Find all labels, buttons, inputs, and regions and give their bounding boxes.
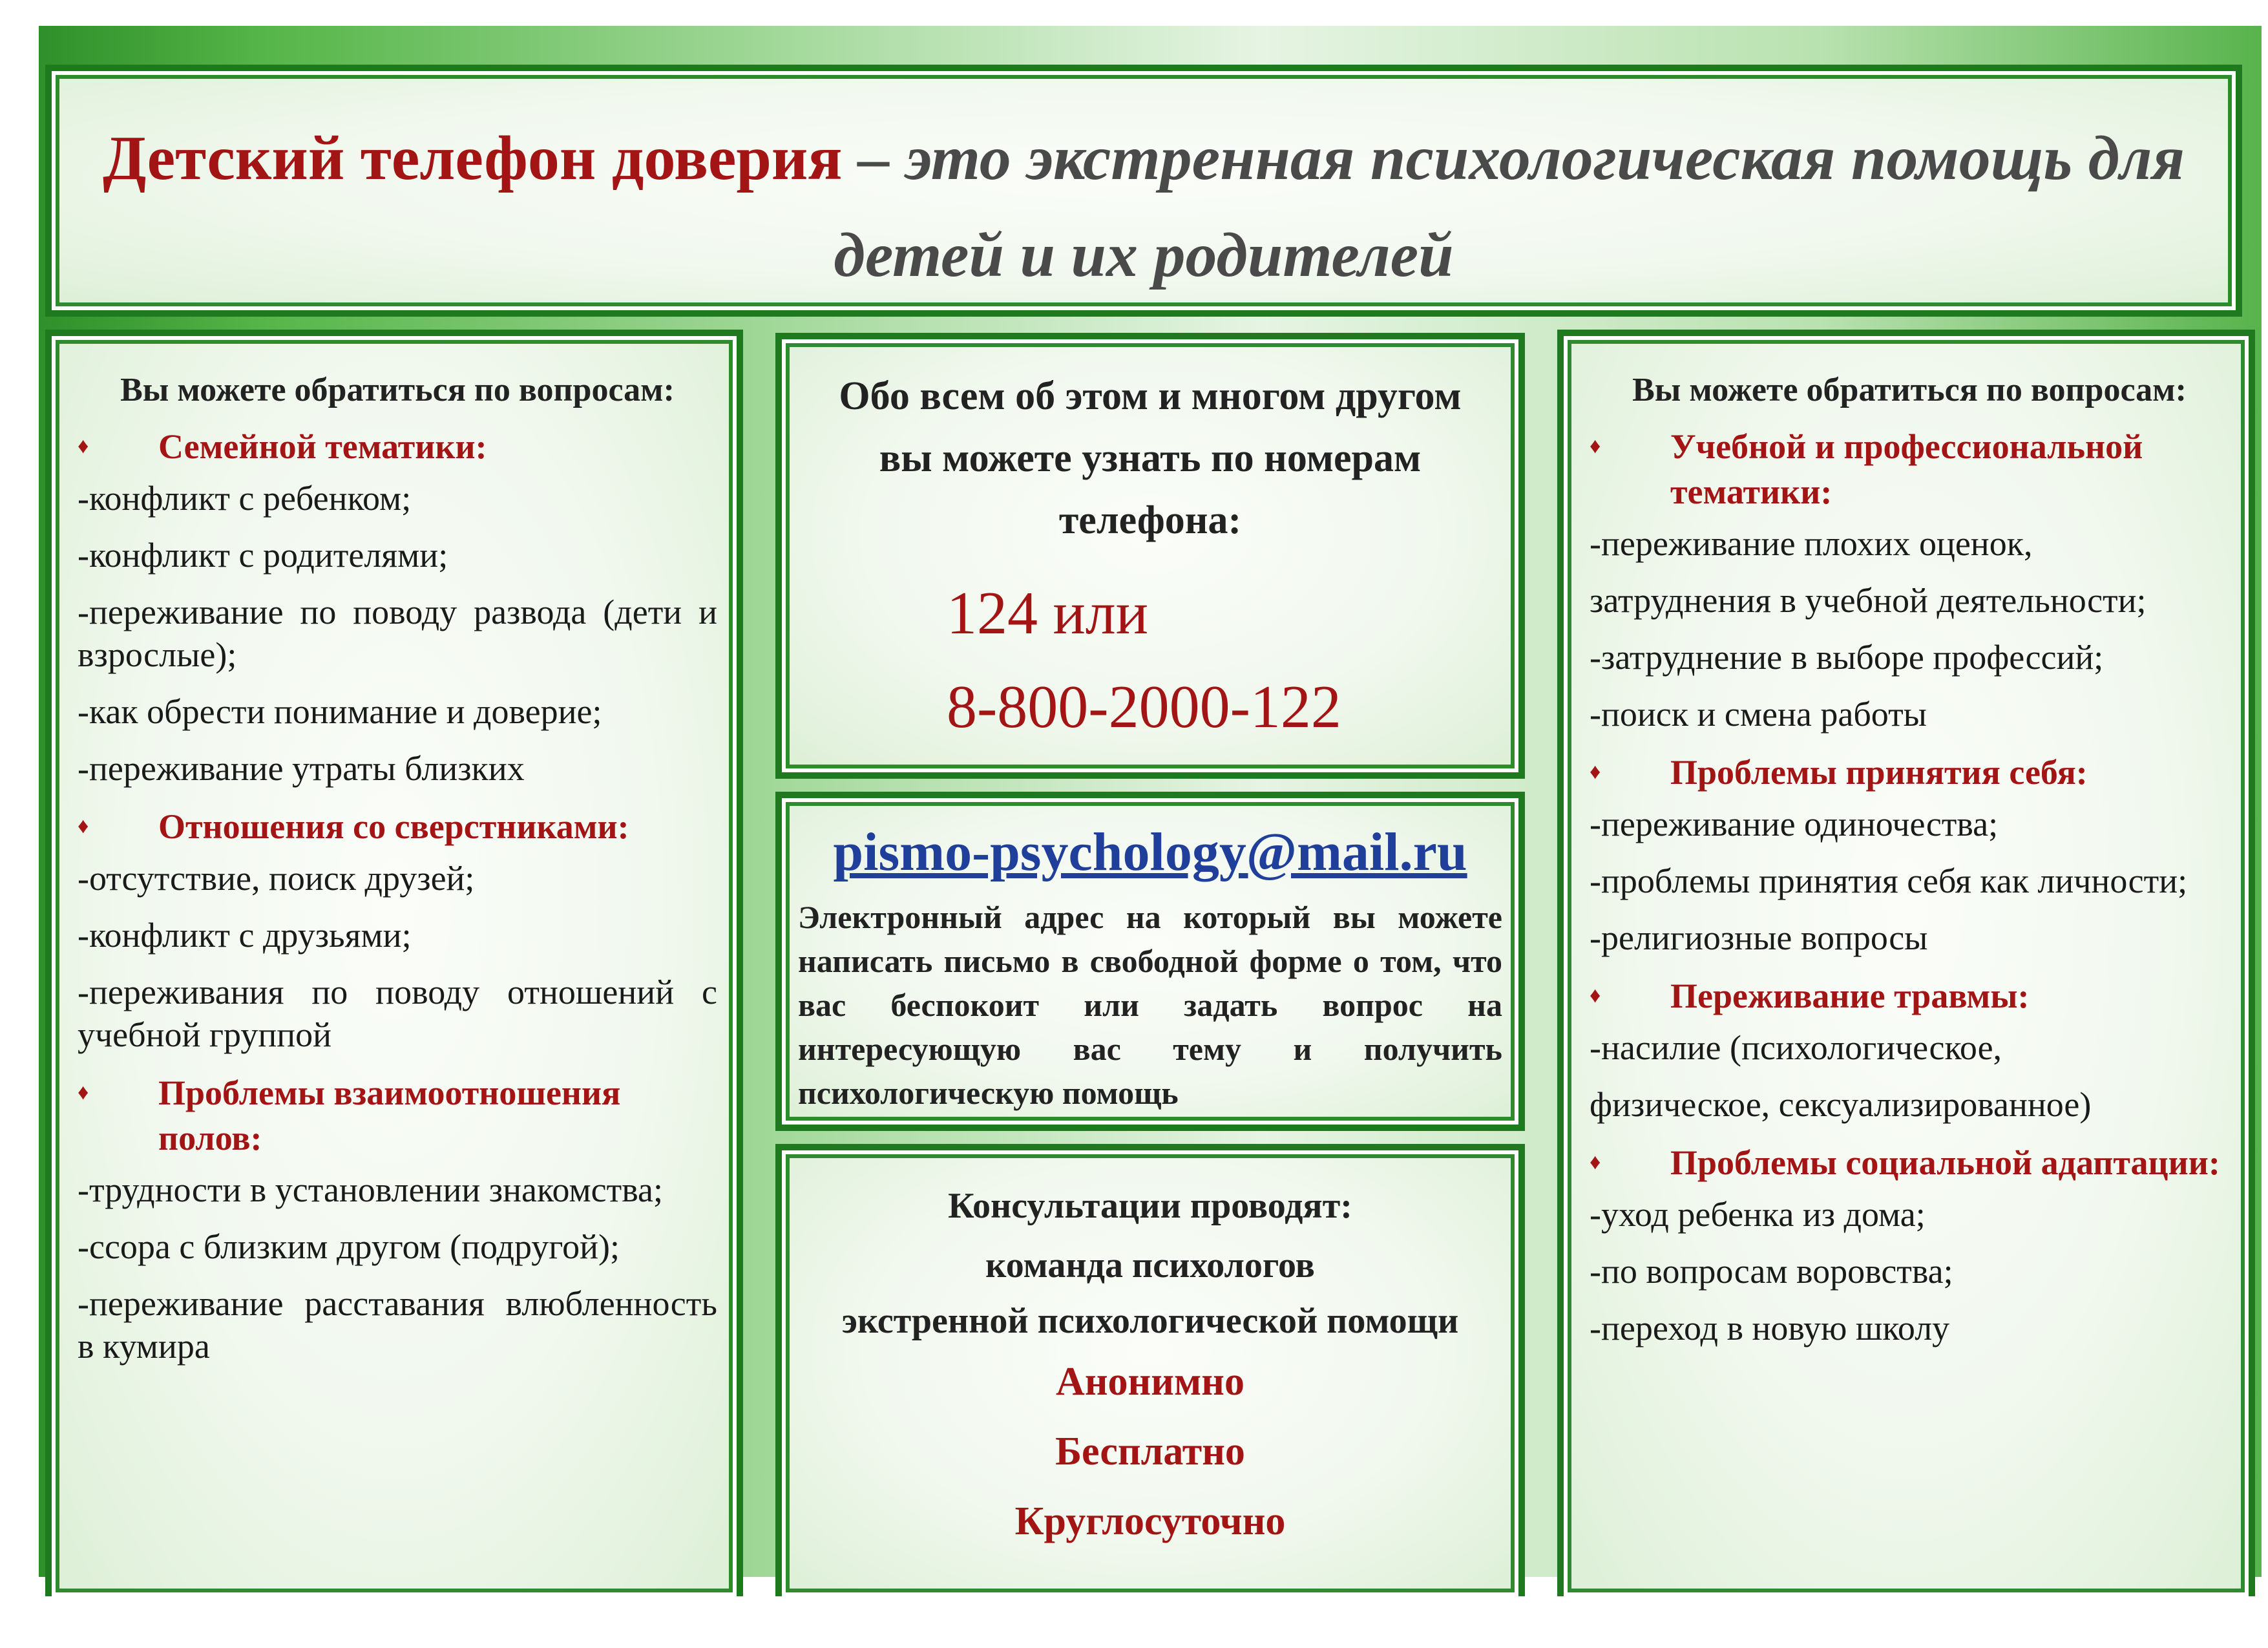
list-item: -уход ребенка из дома; [1590,1195,1926,1234]
list-item: -религиозные вопросы [1590,918,1928,957]
consult-line-3: экстренной психологической помощи [841,1301,1459,1341]
diamond-bullet-icon: ♦ [1590,434,1601,458]
list-item: -переживание плохих оценок, [1590,524,2033,563]
list-item: -переживания по поводу отношений с учебной группой [78,973,717,1054]
list-item: -насилие (психологическое, [1590,1028,2002,1067]
list-item: -по вопросам воровства; [1590,1252,1953,1291]
right-heading-education: ♦ Учебной и профессиональной тематики: [1590,424,2229,514]
list-item: -переживание утраты близких [78,749,525,788]
left-intro: Вы можете обратиться по вопросам: [120,372,675,408]
free-label: Бесплатно [1055,1430,1245,1474]
right-heading-self-acceptance: ♦ Проблемы принятия себя: [1590,750,2229,795]
consult-text [808,1176,1493,1556]
left-heading-peers: ♦ Отношения со сверстниками: [78,804,717,849]
list-item: -конфликт с друзьями; [78,916,412,955]
round-the-clock-label: Круглосуточно [1014,1499,1286,1543]
phone-hotline-number[interactable]: 8-800-2000-122 [947,673,1341,741]
anonymous-label: Анонимно [1056,1360,1244,1404]
list-item: -отсутствие, поиск друзей; [78,859,475,898]
email-link[interactable]: pismo-psychology@mail.ru [833,822,1467,882]
page-title [78,110,2210,304]
list-item: -переход в новую школу [1590,1309,1950,1347]
diamond-bullet-icon: ♦ [78,1081,89,1104]
list-item: физическое, сексуализированное) [1590,1085,2092,1124]
right-column [1557,330,2255,1596]
left-column [45,330,743,1596]
title-dash: – [842,123,906,193]
phone-short-number[interactable]: 124 или [947,580,1149,647]
diamond-bullet-icon: ♦ [78,814,89,838]
list-item: -проблемы принятия себя как личности; [1590,861,2188,900]
diamond-bullet-icon: ♦ [1590,984,1601,1008]
list-item: -конфликт с ребенком; [78,479,412,518]
list-item: -трудности в установлении знакомства; [78,1170,663,1209]
title-panel [45,65,2242,317]
title-subtitle: это экстренная психологическая помощь для детей и их родителей [834,123,2185,290]
list-item: -переживание по поводу развода (дети и взрослые); [78,593,717,674]
email-panel [775,792,1525,1131]
right-intro: Вы можете обратиться по вопросам: [1632,372,2187,408]
left-heading-relationships: ♦ Проблемы взаимоотношения полов: [78,1070,717,1161]
list-item: -затруднение в выборе профессий; [1590,638,2104,677]
consult-line-2: команда психологов [985,1245,1315,1285]
title-main: Детский телефон доверия [102,123,843,193]
list-item: затруднения в учебной деятельности; [1590,581,2147,620]
consult-line-1: Консультации проводят: [948,1186,1352,1226]
list-item: -переживание одиночества; [1590,805,1999,843]
right-heading-trauma: ♦ Переживание травмы: [1590,973,2229,1019]
poster [39,26,2262,1577]
list-item: -конфликт с родителями; [78,536,448,575]
list-item: -переживание расставания влюбленность в кумира [78,1284,717,1366]
phone-panel [775,333,1525,779]
consult-panel [775,1144,1525,1596]
list-item: -поиск и смена работы [1590,695,1927,734]
list-item: -как обрести понимание и доверие; [78,692,602,731]
diamond-bullet-icon: ♦ [78,434,89,458]
left-heading-family: ♦ Семейной тематики: [78,424,717,469]
list-item: -ссора с близким другом (подругой); [78,1227,620,1266]
diamond-bullet-icon: ♦ [1590,760,1601,784]
email-description: Электронный адрес на который вы можете написать письмо в свободной форме о том, что вас беспокоит или задать вопрос на интересующую вас тему и получить психологическую помощь [798,899,1502,1111]
right-heading-social-adaptation: ♦ Проблемы социальной адаптации: [1590,1140,2229,1185]
diamond-bullet-icon: ♦ [1590,1150,1601,1174]
phone-intro: Обо всем об этом и многом другом вы можете узнать по номерам телефона: [839,374,1462,542]
